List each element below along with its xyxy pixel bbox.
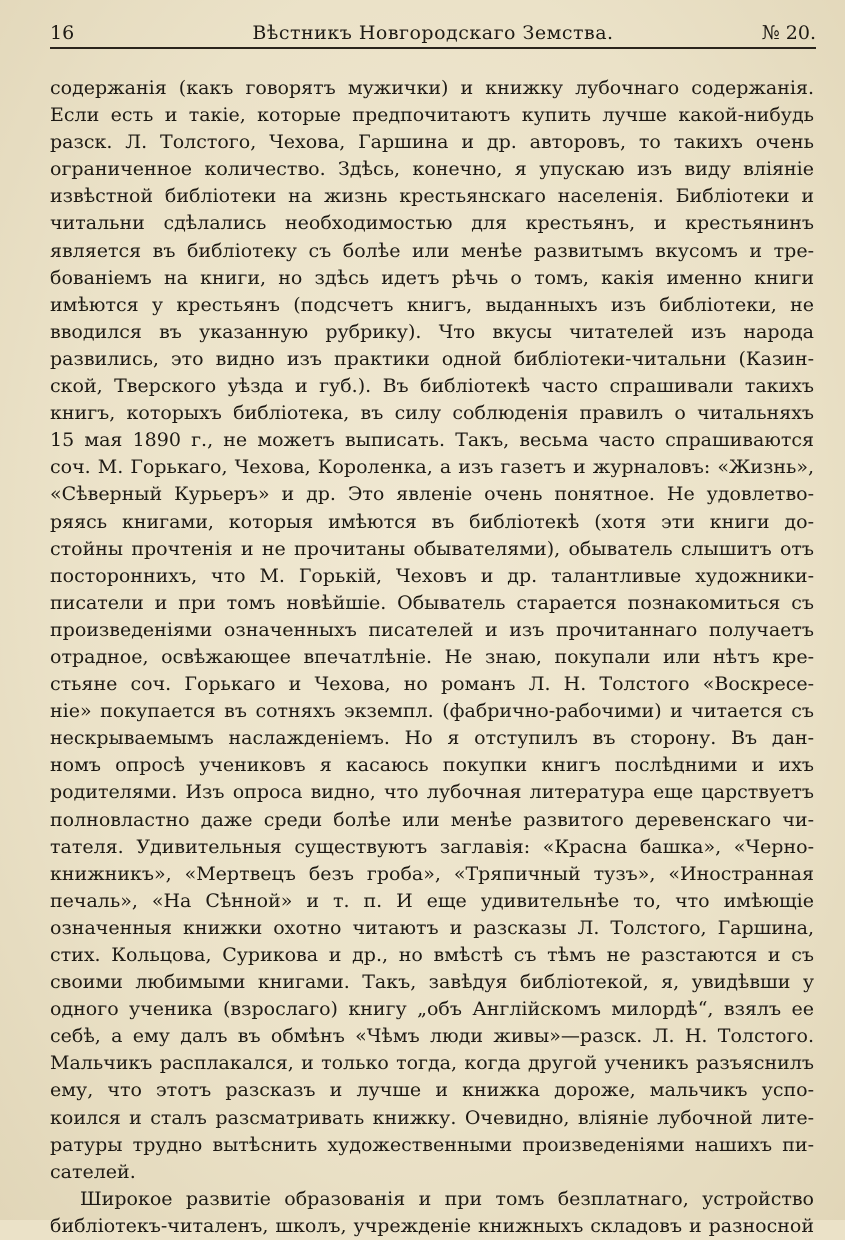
text-line: книгъ, которыхъ библіотека, въ силу соблюденія правилъ о читальняхъ <box>50 402 814 425</box>
page-number: 16 <box>50 22 75 44</box>
text-line: сателей. <box>50 1160 136 1183</box>
text-line: 15 мая 1890 г., не можетъ выписать. Такъ, весьма часто спрашиваются <box>50 429 814 452</box>
text-line: содержанія (какъ говорятъ мужички) и книжку лубочнаго содержанія. <box>50 77 814 99</box>
text-line: имѣются у крестьянъ (подсчетъ книгъ, выданныхъ изъ библіотеки, не <box>50 293 814 316</box>
text-line: Мальчикъ расплакался, и только тогда, когда другой ученикъ разъяснилъ <box>50 1052 814 1075</box>
text-line: тателя. Удивительныя существуютъ заглавія: «Красна башка», «Черно- <box>50 835 814 858</box>
text-line: ніе» покупается въ сотняхъ экземпл. (фабрично-рабочими) и читается съ <box>50 700 814 723</box>
header-rule <box>50 47 816 49</box>
text-line: номъ опросѣ учениковъ я касаюсь покупки книгъ послѣдними и ихъ <box>50 754 814 777</box>
text-line: себѣ, а ему далъ въ обмѣнъ «Чѣмъ люди живы»—разск. Л. Н. Толстого. <box>50 1025 814 1048</box>
text-line: коился и сталъ разсматривать книжку. Очевидно, вліяніе лубочной лите- <box>50 1106 814 1129</box>
text-line: ему, что этотъ разсказъ и лучше и книжка дороже, мальчикъ успо- <box>50 1079 814 1102</box>
text-line: стьяне соч. Горькаго и Чехова, но романъ Л. Н. Толстого «Воскресе- <box>50 673 814 696</box>
article-body <box>50 75 814 1240</box>
text-line: соч. М. Горькаго, Чехова, Короленка, а изъ газетъ и журналовъ: «Жизнь», <box>50 456 814 479</box>
text-line: «Сѣверный Курьеръ» и др. Это явленіе очень понятное. Не удовлетво- <box>50 483 814 506</box>
text-line: ской, Тверского уѣзда и губ.). Въ библіотекѣ часто спрашивали такихъ <box>50 375 814 398</box>
text-line: произведеніями означенныхъ писателей и изъ прочитаннаго получаетъ <box>50 618 814 641</box>
text-line: бованіемъ на книги, но здѣсь идетъ рѣчь о томъ, какія именно книги <box>50 266 814 289</box>
text-line: означенныя книжки охотно читаютъ и разсказы Л. Толстого, Гаршина, <box>50 916 814 939</box>
text-line: вводился въ указанную рубрику). Что вкусы читателей изъ народа <box>50 320 814 343</box>
running-title: Вѣстникъ Новгородскаго Земства. <box>252 22 614 44</box>
text-line: писатели и при томъ новѣйшіе. Обыватель старается познакомиться съ <box>50 591 814 614</box>
text-line: отрадное, освѣжающее впечатлѣніе. Не знаю, покупали или нѣтъ кре- <box>50 645 814 668</box>
text-line: книжникъ», «Мертвецъ безъ гроба», «Тряпичный тузъ», «Иностранная <box>50 862 814 885</box>
text-line: одного ученика (взрослаго) книгу „объ Англійскомъ милордѣ“, взялъ ее <box>50 998 814 1021</box>
text-line: нескрываемымъ наслажденіемъ. Но я отступилъ въ сторону. Въ дан- <box>50 727 814 750</box>
text-line: Широкое развитіе образованія и при томъ безплатнаго, устройство <box>80 1187 814 1210</box>
text-line: извѣстной библіотеки на жизнь крестьянскаго населенія. Библіотеки и <box>50 185 814 208</box>
text-line: разск. Л. Толстого, Чехова, Гаршина и др. авторовъ, то такихъ очень <box>50 131 814 154</box>
text-line: развились, это видно изъ практики одной библіотеки-читальни (Казин- <box>50 347 814 370</box>
text-line: своими любимыми книгами. Такъ, завѣдуя библіотекой, я, увидѣвши у <box>50 971 814 994</box>
text-line: ряясь книгами, которыя имѣются въ библіотекѣ (хотя эти книги до- <box>50 510 814 533</box>
text-line: стих. Кольцова, Сурикова и др., но вмѣстѣ съ тѣмъ не разстаются и съ <box>50 944 814 966</box>
text-line: печаль», «На Сѣнной» и т. п. И еще удивительнѣе то, что имѣющіе <box>50 889 814 912</box>
text-line: читальни сдѣлались необходимостью для крестьянъ, и крестьянинъ <box>50 212 814 235</box>
text-line: ограниченное количество. Здѣсь, конечно, я упускаю изъ виду вліяніе <box>50 158 814 181</box>
text-line: стойны прочтенія и не прочитаны обывателями), обыватель слышитъ отъ <box>50 537 814 560</box>
running-header <box>50 18 816 48</box>
text-line: родителями. Изъ опроса видно, что лубочная литература еще царствуетъ <box>50 781 814 804</box>
text-line: является въ библіотеку съ болѣе или менѣе развитымъ вкусомъ и тре- <box>50 239 814 262</box>
text-line: Если есть и такіе, которые предпочитаютъ купить лучше какой-нибудь <box>50 104 814 127</box>
text-line: библіотекъ-читаленъ, школъ, учрежденіе книжныхъ складовъ и разносной <box>50 1214 814 1237</box>
text-line: полновластно даже среди болѣе или менѣе развитого деревенскаго чи- <box>50 808 814 831</box>
text-line: постороннихъ, что М. Горькій, Чеховъ и др. талантливые художники- <box>50 564 814 587</box>
text-line: ратуры трудно вытѣснить художественными произведеніями нашихъ пи- <box>50 1133 814 1156</box>
issue-number: № 20. <box>761 22 816 44</box>
